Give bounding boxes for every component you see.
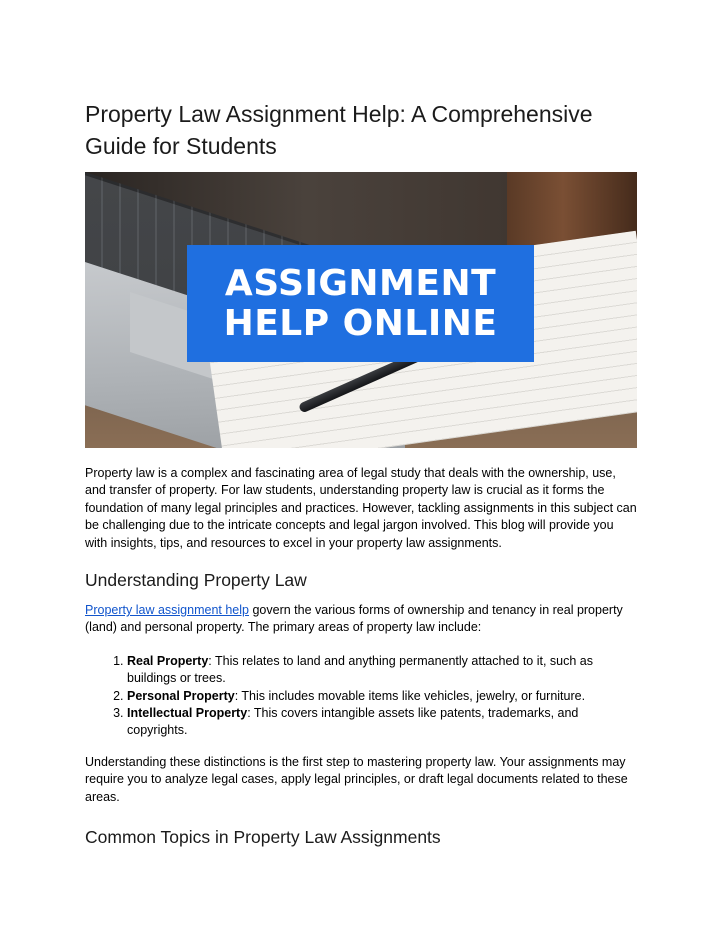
- banner-line-2: HELP ONLINE: [223, 302, 498, 344]
- assignment-help-link[interactable]: Property law assignment help: [85, 603, 249, 618]
- property-types-list: [85, 653, 637, 740]
- list-item-desc: : This covers intangible assets like patents, trademarks, and copyrights.: [127, 706, 579, 738]
- list-item: [127, 688, 637, 705]
- list-item-term: Real Property: [127, 653, 209, 668]
- document-content: [85, 98, 637, 849]
- list-item-term: Personal Property: [127, 688, 235, 703]
- list-item: [127, 705, 637, 740]
- section1-closing-paragraph: Understanding these distinctions is the first step to mastering property law. Your assignments may require you to analyze legal cases, apply legal principles, or draft legal documents related to these areas.: [85, 754, 628, 804]
- list-item-term: Intellectual Property: [127, 706, 248, 721]
- list-item-desc: : This relates to land and anything permanently attached to it, such as buildings or trees.: [127, 653, 594, 686]
- section1-paragraph: [85, 602, 637, 637]
- banner-line-1: ASSIGNMENT: [224, 262, 497, 304]
- page-title: Property Law Assignment Help: A Comprehensive Guide for Students: [85, 101, 593, 159]
- list-item: [127, 653, 637, 688]
- section1-paragraph-text: govern the various forms of ownership and tenancy in real property (land) and personal property. The primary areas of property law include:: [85, 603, 623, 635]
- list-item-desc: : This includes movable items like vehicles, jewelry, or furniture.: [234, 688, 586, 703]
- hero-banner: [187, 245, 534, 362]
- intro-paragraph: Property law is a complex and fascinating area of legal study that deals with the ownership, use, and transfer of property. For law students, understanding property law is crucial as it forms the foundation of many legal principles and practices. However, tackling assignments in this subject can be challenging due to the intricate concepts and legal jargon involved. This blog will provide you with insights, tips, and resources to excel in your property law assignments.: [85, 466, 637, 550]
- hero-image: [85, 172, 637, 448]
- section-heading-understanding: Understanding Property Law: [85, 570, 307, 591]
- section-heading-common-topics: Common Topics in Property Law Assignments: [85, 827, 441, 848]
